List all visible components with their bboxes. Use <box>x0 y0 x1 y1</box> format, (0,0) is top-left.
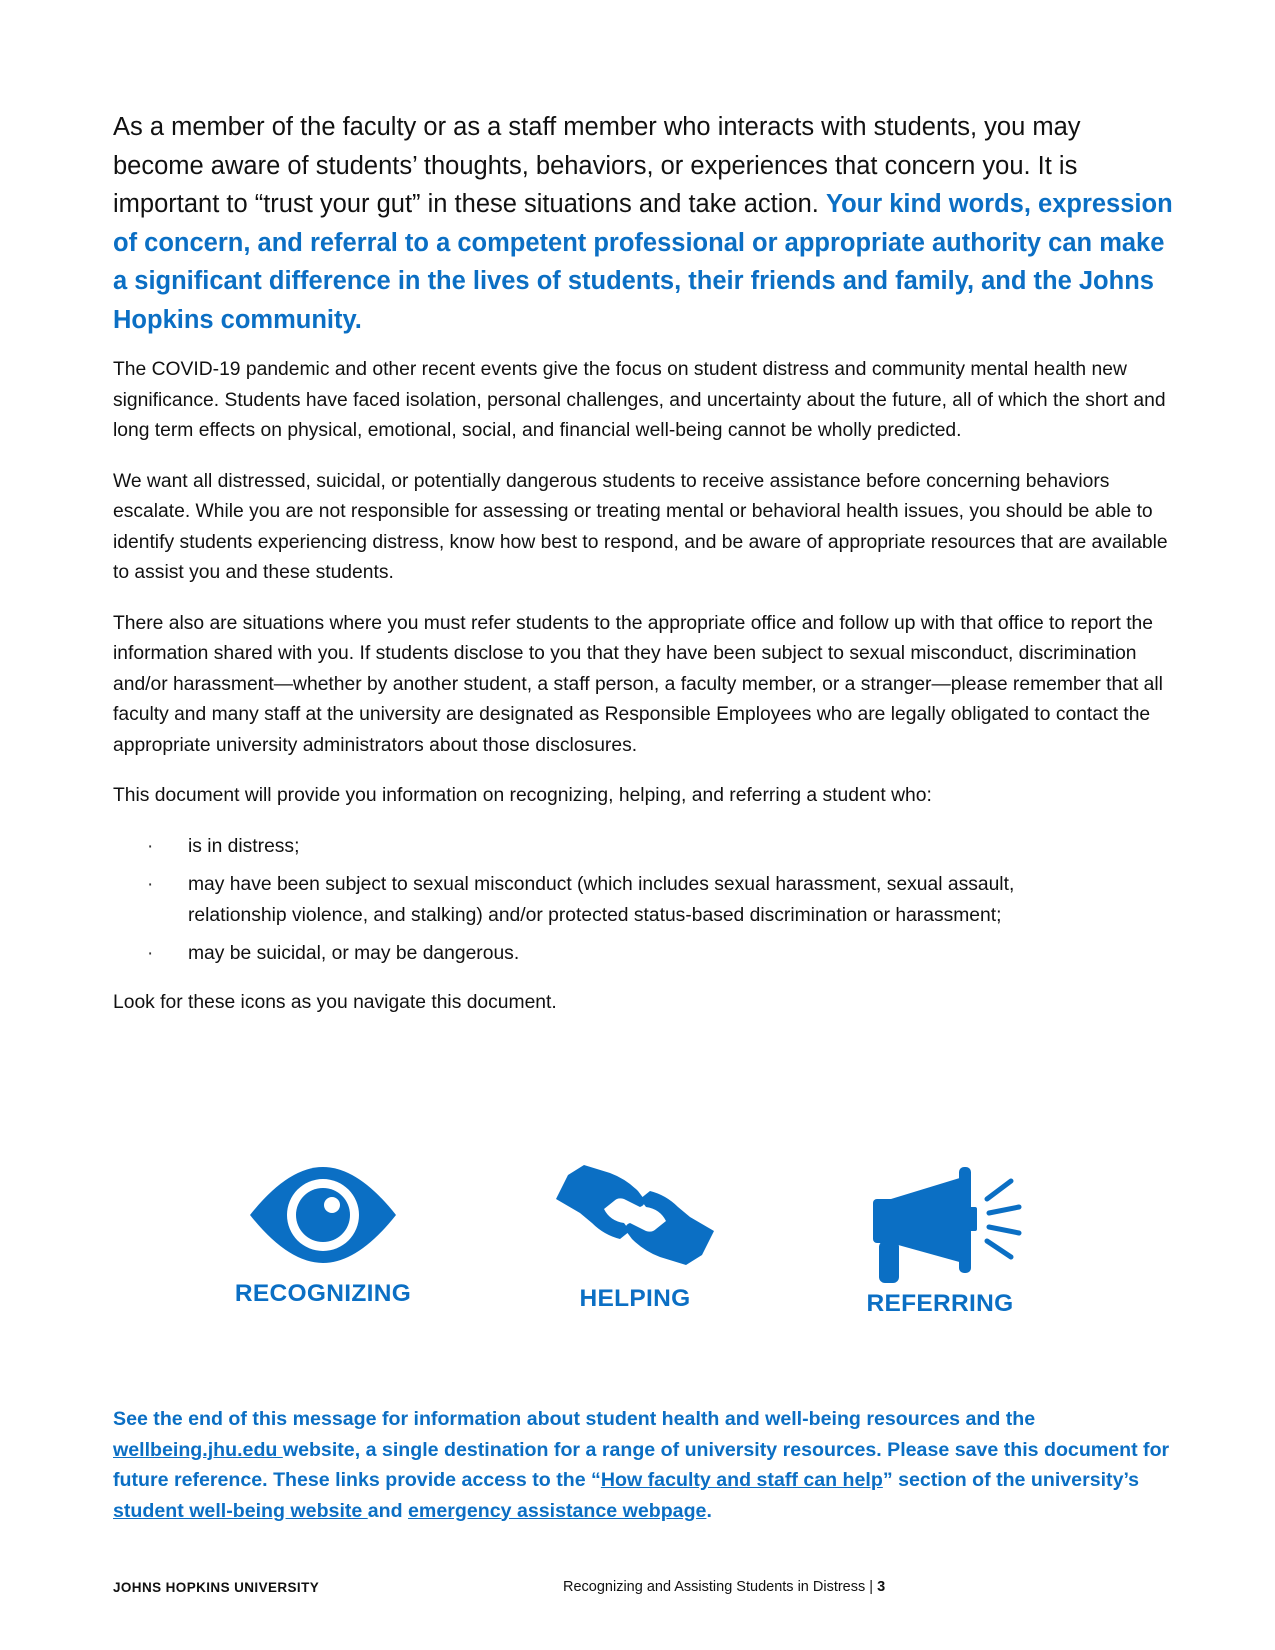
paragraph-assistance: We want all distressed, suicidal, or potentially dangerous students to receive assistance before concerning behaviors escalate. While you are not responsible for assessing or treating mental or behavioral health issues, you should be able to identify students experiencing distress, know how best to respond, and be aware of appropriate resources that are available to assist you and these students. <box>113 470 1168 583</box>
main-content <box>113 108 1173 1038</box>
list-item <box>113 832 1058 863</box>
bullet-list <box>113 832 1173 970</box>
page-number: 3 <box>877 1579 886 1595</box>
bullet-marker: · <box>147 874 154 895</box>
megaphone-icon <box>855 1165 1025 1285</box>
wellbeing-link[interactable]: wellbeing.jhu.edu <box>113 1438 283 1461</box>
closing-text-3: ” section of the university’s <box>882 1469 1140 1491</box>
closing-text-1: See the end of this message for information about student health and well-being resources and the <box>113 1408 1036 1430</box>
emergency-assistance-link[interactable]: emergency assistance webpage <box>408 1499 707 1522</box>
helping-label: HELPING <box>579 1285 691 1312</box>
icon-legend <box>0 1165 1275 1365</box>
footer-doc-title: Recognizing and Assisting Students in Distress | <box>563 1579 874 1595</box>
closing-text-5: . <box>706 1499 712 1522</box>
closing-text-2: website, a single destination for a range of university resources. Please save this document for future reference. These links provide access to the “ <box>113 1438 1170 1491</box>
intro-emphasis-text: Your kind words, expression of concern, and referral to a competent professional or appropriate authority can make a significant difference in the lives of students, their friends and family, and the Johns Hopkins community. <box>113 190 1173 334</box>
helping-block <box>505 1165 765 1312</box>
referring-block <box>810 1165 1070 1317</box>
referring-label: REFERRING <box>866 1290 1014 1317</box>
list-item <box>113 870 1058 931</box>
recognizing-block <box>193 1165 453 1307</box>
list-item <box>113 939 1058 970</box>
paragraph-referral: There also are situations where you must refer students to the appropriate office and follow up with that office to report the information shared with you. If students disclose to you that they have been subject to sexual misconduct, discrimination and/or harassment—whether by another student, a staff person, a faculty member, or a stranger—please remember that all faculty and many staff at the university are designated as Responsible Employees who are legally obligated to contact the appropriate university administrators about those disclosures. <box>113 612 1163 756</box>
list-item-text: is in distress; <box>188 835 300 857</box>
intro-plain-text: As a member of the faculty or as a staff member who interacts with students, you may become aware of students’ thoughts, behaviors, or experiences that concern you. It is important to “trust your gut” in these situations and take action. <box>113 113 1081 218</box>
paragraph-covid: The COVID-19 pandemic and other recent events give the focus on student distress and community mental health new significance. Students have faced isolation, personal challenges, and uncertainty about the future, all of which the short and long term effects on physical, emotional, social, and financial well-being cannot be wholly predicted. <box>113 359 1166 441</box>
recognizing-label: RECOGNIZING <box>234 1280 412 1307</box>
faculty-staff-help-link[interactable]: How faculty and staff can help <box>600 1469 883 1491</box>
eye-icon <box>248 1165 398 1265</box>
footer-organization: JOHNS HOPKINS UNIVERSITY <box>113 1580 320 1595</box>
intro-paragraph <box>113 108 1173 339</box>
icons-intro: Look for these icons as you navigate this document. <box>113 991 557 1013</box>
helping-hands-icon <box>550 1165 720 1265</box>
list-item-text: may be suicidal, or may be dangerous. <box>188 943 520 964</box>
bullet-marker: · <box>147 835 154 857</box>
student-wellbeing-website-link[interactable]: student well-being website <box>113 1499 368 1522</box>
closing-paragraph <box>113 1404 1173 1526</box>
footer-document-info <box>563 1579 885 1595</box>
paragraph-document-purpose: This document will provide you information on recognizing, helping, and referring a student who: <box>113 785 932 806</box>
list-item-text: may have been subject to sexual misconduct (which includes sexual harassment, sexual assault, relationship violence, and stalking) and/or protected status-based discrimination or harassment; <box>188 874 1015 926</box>
closing-text-4: and <box>367 1499 409 1522</box>
bullet-marker: · <box>147 943 154 964</box>
